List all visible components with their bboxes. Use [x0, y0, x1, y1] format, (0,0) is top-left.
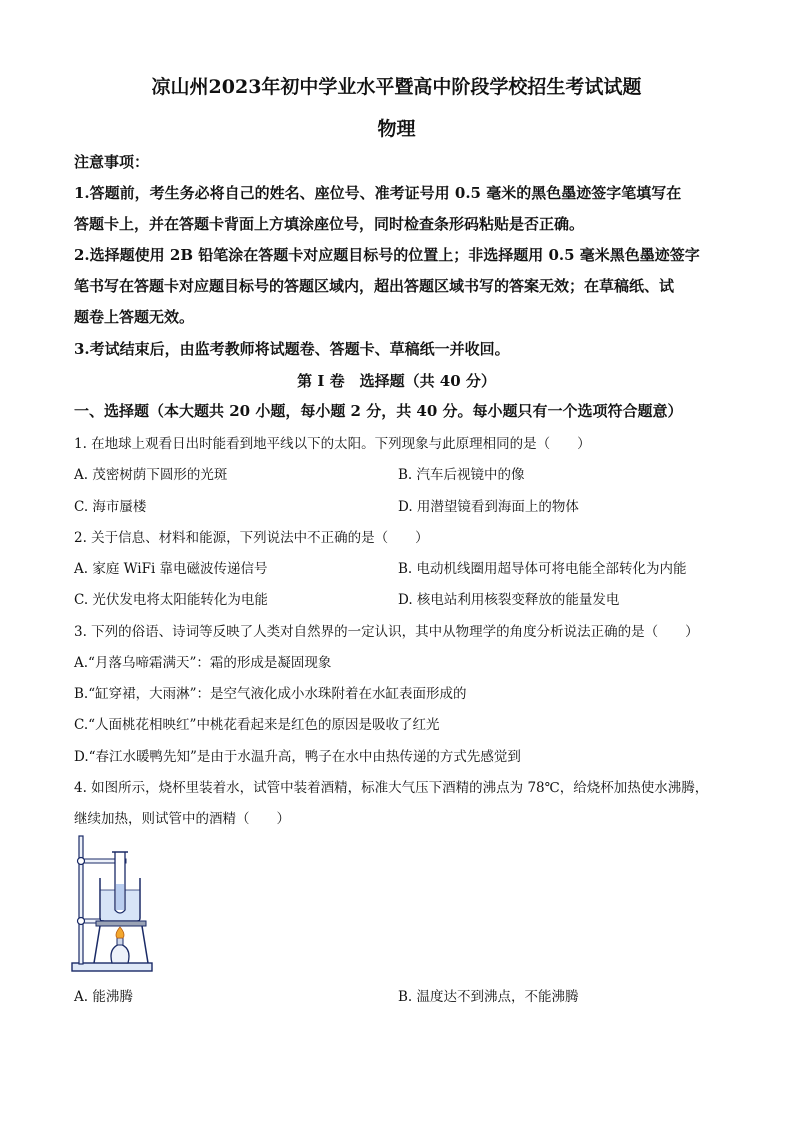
notes-line: 答题卡上，并在答题卡背面上方填涂座位号，同时检查条形码粘贴是否正确。	[74, 215, 585, 233]
boiling-apparatus-figure	[70, 832, 156, 974]
notes-heading: 注意事项：	[74, 153, 150, 171]
notes-line: 笔书写在答题卡对应题目标号的答题区域内，超出答题区域书写的答案无效；在草稿纸、试	[74, 277, 675, 295]
option-a: A.“月落乌啼霜满天”：霜的形成是凝固现象	[74, 655, 332, 671]
notes-line: 1.答题前，考生务必将自己的姓名、座位号、准考证号用 0.5 毫米的黑色墨迹签字笔填写在	[74, 184, 682, 202]
option-b: B. 温度达不到沸点，不能沸腾	[398, 989, 579, 1005]
option-b: B. 电动机线圈用超导体可将电能全部转化为内能	[398, 561, 687, 577]
option-a: A. 家庭 WiFi 靠电磁波传递信号	[74, 561, 268, 577]
option-c: C.“人面桃花相映红”中桃花看起来是红色的原因是吸收了红光	[74, 717, 440, 733]
notes-line: 3.考试结束后，由监考教师将试题卷、答题卡、草稿纸一并收回。	[74, 340, 510, 358]
option-c: C. 海市蜃楼	[74, 499, 147, 515]
notes-line: 题卷上答题无效。	[74, 308, 195, 326]
option-a: A. 茂密树荫下圆形的光斑	[74, 467, 228, 483]
question-stem-continued: 继续加热，则试管中的酒精（ ）	[74, 811, 290, 827]
section-instruction: 一、选择题（本大题共 20 小题，每小题 2 分，共 40 分。每小题只有一个选项符合题意）	[74, 402, 683, 420]
question-stem: 4. 如图所示，烧杯里装着水，试管中装着酒精，标准大气压下酒精的沸点为 78℃，给烧杯加热使水沸腾，	[74, 780, 709, 796]
option-d: D.“春江水暖鸭先知”是由于水温升高，鸭子在水中由热传递的方式先感觉到	[74, 749, 521, 765]
option-d: D. 用潜望镜看到海面上的物体	[398, 499, 579, 515]
notes-line: 2.选择题使用 2B 铅笔涂在答题卡对应题目标号的位置上；非选择题用 0.5 毫米黑色墨迹签字	[74, 246, 700, 264]
option-b: B.“缸穿裙，大雨淋”：是空气液化成小水珠附着在水缸表面形成的	[74, 686, 467, 702]
section-title: 第 I 卷 选择题（共 40 分）	[297, 372, 496, 390]
option-a: A. 能沸腾	[74, 989, 133, 1005]
option-b: B. 汽车后视镜中的像	[398, 467, 525, 483]
option-d: D. 核电站利用核裂变释放的能量发电	[398, 592, 620, 608]
exam-title: 凉山州2023年初中学业水平暨高中阶段学校招生考试试题	[151, 76, 642, 98]
subject-title: 物理	[377, 118, 416, 140]
option-c: C. 光伏发电将太阳能转化为电能	[74, 592, 268, 608]
question-stem: 1. 在地球上观看日出时能看到地平线以下的太阳。下列现象与此原理相同的是（ ）	[74, 436, 591, 452]
question-stem: 2. 关于信息、材料和能源，下列说法中不正确的是（ ）	[74, 530, 429, 546]
question-stem: 3. 下列的俗语、诗词等反映了人类对自然界的一定认识，其中从物理学的角度分析说法正确的是（ ）	[74, 624, 699, 640]
